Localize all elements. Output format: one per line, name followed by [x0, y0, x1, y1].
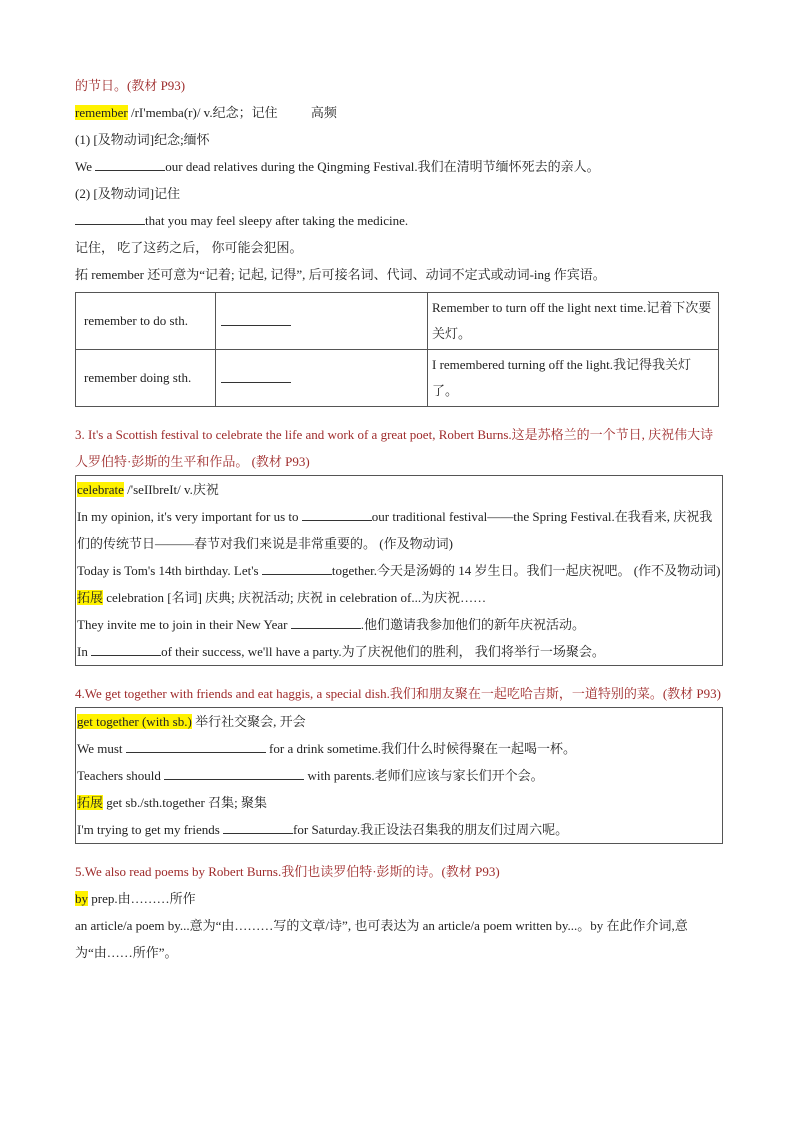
section-3-heading: 3. It's a Scottish festival to celebrate the life and work of a great poet, Robert Burns.这是苏格兰的一个节日, 庆祝伟大诗人罗伯特·彭斯的生平和作品。 (教材 P93) [75, 427, 714, 469]
sense-1: (1) [及物动词]纪念;缅怀 [75, 132, 210, 147]
extension-tag: 拓展 [77, 590, 104, 605]
example-cell: Remember to turn off the light next time.记着下次要关灯。 [428, 293, 719, 350]
remember-entry [75, 99, 723, 126]
answer-blank[interactable] [262, 561, 332, 575]
example: Today is Tom's 14th birthday. Let's together.今天是汤姆的 14 岁生日。我们一起庆祝吧。 (作不及物动词) [77, 563, 721, 578]
section-5-heading: 5.We also read poems by Robert Burns.我们也读罗伯特·彭斯的诗。(教材 P93) [75, 864, 500, 879]
example: Teachers should with parents.老师们应该与家长们开个会。 [77, 768, 544, 783]
example: I'm trying to get my friends for Saturday.我正设法召集我的朋友们过周六呢。 [77, 822, 569, 837]
highlight-remember: remember [75, 105, 128, 120]
extension-tag: 拓展 [77, 795, 104, 810]
table-row [76, 293, 719, 350]
section-4-heading: 4.We get together with friends and eat haggis, a special dish.我们和朋友聚在一起吃哈吉斯，一道特别的菜。(教材 P93) [75, 686, 721, 701]
answer-blank[interactable] [126, 739, 266, 753]
usage-table [75, 292, 719, 407]
example-cell: I remembered turning off the light.我记得我关灯了。 [428, 350, 719, 407]
intro-tail: 的节日。(教材 P93) [75, 78, 186, 93]
extension-note: 拓 remember 还可意为“记着; 记起, 记得”, 后可接名词、代词、动词不定式或动词-ing 作宾语。 [75, 267, 606, 282]
answer-blank[interactable] [302, 507, 372, 521]
section-4-box: get together (with sb.) 举行社交聚会, 开会 We must for a drink sometime.我们什么时候得聚在一起喝一杯。 Teachers should with parents.老师们应该与家长们开个会。 拓展 get sb./sth.together 召集; 聚集 I'm trying to get my friends for Saturday.我正设法召集我的朋友们过周六呢。 [75, 707, 723, 844]
example: In my opinion, it's very important for us to our traditional festival——the Spring Festival.在我看来, 庆祝我们的传统节日———春节对我们来说是非常重要的。 (作及物动词) [77, 509, 713, 551]
answer-cell [216, 350, 428, 407]
answer-blank[interactable] [221, 369, 291, 383]
answer-blank[interactable] [223, 820, 293, 834]
answer-blank[interactable] [95, 157, 165, 171]
table-row [76, 350, 719, 407]
example-1: We our dead relatives during the Qingming Festival.我们在清明节缅怀死去的亲人。 [75, 159, 600, 174]
highlight-celebrate: celebrate [77, 482, 124, 497]
highlight-by: by [75, 891, 88, 906]
highlight-get-together: get together (with sb.) [77, 714, 192, 729]
frequency-tag: 高频 [310, 105, 337, 120]
example: In of their success, we'll have a party.为了庆祝他们的胜利， 我们将举行一场聚会。 [77, 644, 605, 659]
answer-cell [216, 293, 428, 350]
answer-blank[interactable] [75, 211, 145, 225]
answer-blank[interactable] [91, 642, 161, 656]
remember-definition: /rI'memba(r)/ v.纪念；记住 [127, 105, 278, 120]
pattern-cell: remember to do sth. [76, 293, 216, 350]
sense-2: (2) [及物动词]记住 [75, 186, 181, 201]
section-3-box: celebrate /'seIIbreIt/ v.庆祝 In my opinion, it's very important for us to our traditional festival——the Spring Festival.在我看来, 庆祝我们的传统节日———春节对我们来说是非常重要的。 (作及物动词) Today is Tom's 14th birthday. Let's together.今天是汤姆的 14 岁生日。我们一起庆祝吧。 (作不及物动词) 拓展 celebration [名词] 庆典; 庆祝活动; 庆祝 in celebration of...为庆祝…… They invite me to join in their New Year .他们邀请我参加他们的新年庆祝活动。 In of their success, we'll have a party.为了庆祝他们的胜利， 我们将举行一场聚会。 [75, 475, 723, 666]
example: They invite me to join in their New Year .他们邀请我参加他们的新年庆祝活动。 [77, 617, 586, 632]
pattern-cell: remember doing sth. [76, 350, 216, 407]
section-5-body: an article/a poem by...意为“由………写的文章/诗”, 也可表达为 an article/a poem written by...。by 在此作介词,意为“由……所作”。 [75, 918, 688, 960]
example: We must for a drink sometime.我们什么时候得聚在一起喝一杯。 [77, 741, 576, 756]
document-page: 的节日。(教材 P93) remember /rI'memba(r)/ v.纪念；记住 高频 (1) [及物动词]纪念;缅怀 We our dead relatives during the Qingming Festival.我们在清明节缅怀死去的亲人。 (2) [及物动词]记住 that you may feel sleepy after taking the medicine. 记住， 吃了这药之后， 你可能会犯困。 拓 remember 还可意为“记着; 记起, 记得”, 后可接名词、代词、动词不定式或动词-ing 作宾语。 remember to do sth. Remember to turn off the light next time.记着下次要关灯。 remember doing sth. I remembered turning off the light.我记得我关灯了。 3. It's a Scottish festival to celebrate the life and work of a great poet, Robert Burns.这是苏格兰的一个节日, 庆祝伟大诗人罗伯特·彭斯的生平和作品。 (教材 P93) celebrate /'seIIbreIt/ v.庆祝 In my opinion, it's very important for us to our traditional festival——the Spring Festival.在我看来, 庆祝我们的传统节日———春节对我们来说是非常重要的。 (作及物动词) Today is Tom's 14th birthday. Let's together.今天是汤姆的 14 岁生日。我们一起庆祝吧。 (作不及物动词) 拓展 celebration [名词] 庆典; 庆祝活动; 庆祝 in celebration of...为庆祝…… They invite me to join in their New Year .他们邀请我参加他们的新年庆祝活动。 In of their success, we'll have a party.为了庆祝他们的胜利， 我们将举行一场聚会。 4.We get together with friends and eat haggis, a special dish.我们和朋友聚在一起吃哈吉斯，一道特别的菜。(教材 P93) get together (with sb.) 举行社交聚会, 开会 We must for a drink sometime.我们什么时候得聚在一起喝一杯。 Teachers should with parents.老师们应该与家长们开个会。 拓展 get sb./sth.together 召集; 聚集 I'm trying to get my friends for Saturday.我正设法召集我的朋友们过周六呢。 5.We also read poems by Robert Burns.我们也读罗伯特·彭斯的诗。(教材 P93) by prep.由………所作 an article/a poem by...意为“由………写的文章/诗”, 也可表达为 an article/a poem written by...。by 在此作介词,意为“由……所作”。 [75, 72, 723, 966]
answer-blank[interactable] [291, 615, 361, 629]
answer-blank[interactable] [164, 766, 304, 780]
example-2-translation: 记住， 吃了这药之后， 你可能会犯困。 [75, 240, 303, 255]
example-2: that you may feel sleepy after taking the medicine. [75, 207, 723, 234]
answer-blank[interactable] [221, 312, 291, 326]
